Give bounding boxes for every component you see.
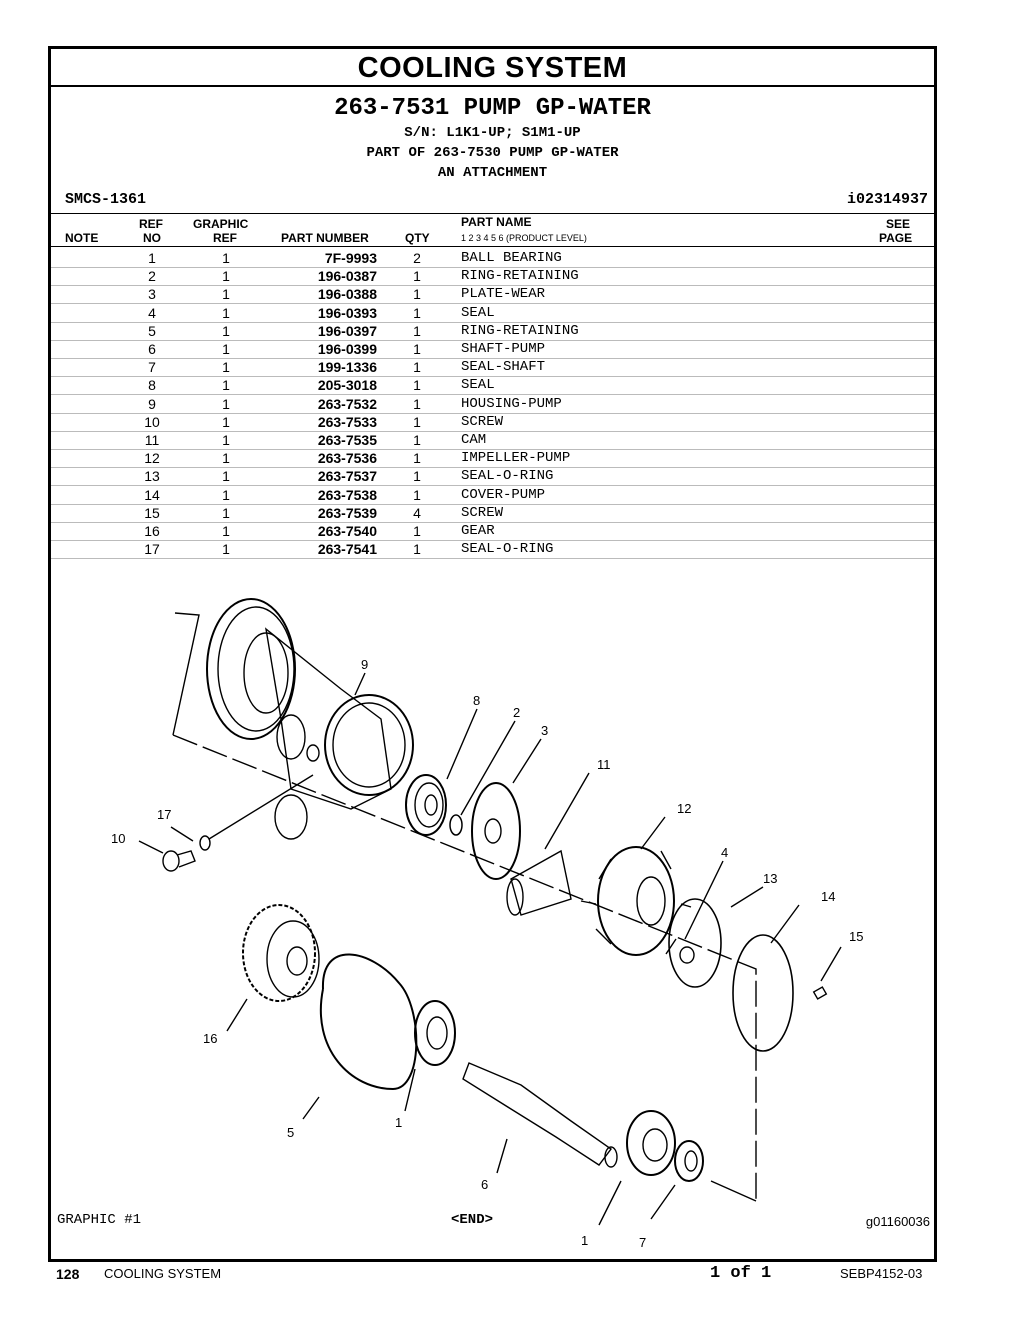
col-qty: QTY <box>405 231 430 245</box>
group-title: 263-7531 PUMP GP-WATER <box>334 95 651 122</box>
cell-graphic: 1 <box>222 486 230 503</box>
part-of-line: PART OF 263-7530 PUMP GP-WATER <box>366 145 619 161</box>
graphic-id: g01160036 <box>865 1214 930 1229</box>
cell-ref: 15 <box>144 504 160 521</box>
callout-number: 5 <box>287 1125 295 1140</box>
product-levels: 1 2 3 4 5 6 (PRODUCT LEVEL) <box>461 233 587 243</box>
cell-qty: 1 <box>413 541 421 558</box>
table-header-divider <box>51 246 934 247</box>
cell-pn: 196-0393 <box>317 304 377 321</box>
cell-ref: 6 <box>148 341 156 357</box>
footer-section: COOLING SYSTEM <box>104 1266 222 1281</box>
cell-name: IMPELLER-PUMP <box>461 450 571 467</box>
cell-name: PLATE-WEAR <box>461 286 546 303</box>
callout-number: 3 <box>541 723 549 738</box>
cell-graphic: 1 <box>222 322 230 339</box>
cell-pn: 7F-9993 <box>324 250 377 266</box>
page-number: 128 <box>56 1266 80 1282</box>
cell-pn: 263-7533 <box>317 413 377 430</box>
cell-graphic: 1 <box>222 395 230 412</box>
cell-graphic: 1 <box>222 250 230 266</box>
cell-pn: 199-1336 <box>317 359 377 376</box>
seal-4-bore <box>680 947 694 963</box>
cell-graphic: 1 <box>222 359 230 376</box>
cell-pn: 196-0397 <box>317 322 377 339</box>
table-row <box>51 486 934 505</box>
callout-number: 13 <box>763 871 778 886</box>
cell-graphic: 1 <box>222 413 230 430</box>
table-row <box>51 249 934 268</box>
cell-qty: 1 <box>413 268 421 285</box>
cell-ref: 10 <box>144 413 160 430</box>
impeller-graphic <box>581 847 691 955</box>
callout-number: 9 <box>361 657 369 672</box>
retaining-ring-2-graphic <box>450 815 462 835</box>
graphic-end-marker: <END> <box>451 1212 494 1228</box>
cell-pn: 263-7537 <box>317 468 377 485</box>
cell-graphic: 1 <box>222 304 230 321</box>
cell-graphic: 1 <box>222 268 230 285</box>
callout-number: 6 <box>481 1177 489 1192</box>
cell-qty: 1 <box>413 322 421 339</box>
cell-qty: 1 <box>413 395 421 412</box>
cell-qty: 1 <box>413 523 421 539</box>
col-see-top: SEE <box>886 217 911 231</box>
cell-ref: 14 <box>144 486 160 503</box>
table-row <box>51 358 934 377</box>
callout-number: 4 <box>721 845 729 860</box>
col-ref-top: REF <box>139 217 163 231</box>
cell-name: SHAFT-PUMP <box>461 341 546 357</box>
cell-ref: 5 <box>148 322 156 339</box>
cell-graphic: 1 <box>222 504 230 521</box>
cell-name: BALL BEARING <box>461 250 562 266</box>
leader-17-line <box>209 775 313 839</box>
cell-qty: 4 <box>413 504 421 521</box>
cell-qty: 1 <box>413 450 421 467</box>
cell-graphic: 1 <box>222 541 230 558</box>
cell-pn: 263-7535 <box>317 432 377 448</box>
o-ring-17-graphic <box>200 836 210 850</box>
cell-ref: 16 <box>144 523 160 539</box>
callout-number: 10 <box>111 831 126 846</box>
cell-ref: 13 <box>144 468 160 485</box>
cell-name: GEAR <box>461 523 495 539</box>
cell-ref: 17 <box>144 541 160 558</box>
seal-graphic <box>406 775 446 835</box>
serial-range: S/N: L1K1-UP; S1M1-UP <box>404 125 581 141</box>
cell-pn: 196-0399 <box>317 341 377 357</box>
table-row <box>51 376 934 395</box>
cell-graphic: 1 <box>222 450 230 467</box>
col-part-number: PART NUMBER <box>281 231 369 245</box>
boundary-top-left <box>173 613 199 735</box>
cell-ref: 1 <box>148 250 156 266</box>
cell-qty: 1 <box>413 286 421 303</box>
callout-number: 1 <box>395 1115 403 1130</box>
cell-qty: 1 <box>413 304 421 321</box>
cell-qty: 1 <box>413 359 421 376</box>
cell-qty: 1 <box>413 432 421 448</box>
housing-pump-graphic <box>207 599 413 839</box>
boundary-dashed <box>173 735 756 1201</box>
cell-pn: 205-3018 <box>317 377 377 394</box>
callout-number: 17 <box>157 807 172 822</box>
callout-number: 8 <box>473 693 481 708</box>
cell-pn: 263-7540 <box>317 523 377 539</box>
cell-name: CAM <box>461 432 487 448</box>
table-row <box>51 467 934 486</box>
cell-name: SCREW <box>461 504 504 521</box>
callout-number: 14 <box>821 889 836 904</box>
cell-ref: 9 <box>148 395 156 412</box>
retaining-ring-5-graphic <box>321 954 416 1089</box>
bearing-1-graphic <box>415 1001 455 1065</box>
cell-ref: 2 <box>148 268 156 285</box>
cell-pn: 263-7541 <box>317 541 377 558</box>
page-of: 1 of 1 <box>710 1264 772 1283</box>
table-row <box>51 322 934 341</box>
bearing-1-lower-graphic <box>627 1111 675 1175</box>
shaft-graphic <box>463 1063 617 1167</box>
cell-graphic: 1 <box>222 286 230 303</box>
callout-labels <box>111 657 863 1250</box>
callout-number: 2 <box>513 705 521 720</box>
cell-pn: 196-0387 <box>317 268 377 285</box>
callout-number: 1 <box>581 1233 589 1248</box>
cell-qty: 1 <box>413 341 421 357</box>
cell-pn: 263-7539 <box>317 504 377 521</box>
cell-pn: 263-7532 <box>317 395 377 412</box>
illustration-id: i02314937 <box>846 191 928 208</box>
section-title: COOLING SYSTEM <box>51 49 934 87</box>
smcs-code: SMCS-1361 <box>65 191 147 208</box>
cell-ref: 11 <box>144 432 160 448</box>
cell-graphic: 1 <box>222 468 230 485</box>
cell-ref: 4 <box>148 304 156 321</box>
cover-pump-graphic <box>733 935 793 1051</box>
cell-pn: 263-7538 <box>317 486 377 503</box>
callout-number: 11 <box>597 757 611 772</box>
gear-graphic <box>243 905 319 1001</box>
cell-ref: 12 <box>144 450 160 467</box>
table-row <box>51 340 934 359</box>
cam-graphic <box>507 851 571 915</box>
callout-number: 12 <box>677 801 692 816</box>
cell-name: RING-RETAINING <box>461 268 579 285</box>
seal-4-graphic <box>669 899 721 987</box>
callout-number: 7 <box>639 1235 647 1250</box>
cell-name: RING-RETAINING <box>461 322 579 339</box>
cell-qty: 1 <box>413 377 421 394</box>
wear-plate-graphic <box>472 783 520 879</box>
cell-qty: 1 <box>413 486 421 503</box>
table-row <box>51 431 934 450</box>
cell-graphic: 1 <box>222 377 230 394</box>
cell-name: COVER-PUMP <box>461 486 546 503</box>
col-see-bottom: PAGE <box>879 231 913 245</box>
table-row <box>51 413 934 432</box>
page-frame <box>48 46 937 1262</box>
cell-qty: 2 <box>413 250 421 266</box>
screw-10-graphic <box>163 851 195 871</box>
col-graphic-top: GRAPHIC <box>193 217 249 231</box>
table-row <box>51 285 934 304</box>
cell-graphic: 1 <box>222 341 230 357</box>
cell-ref: 8 <box>148 377 156 394</box>
cell-name: SEAL <box>461 377 495 394</box>
screw-15-graphic <box>814 987 827 999</box>
cell-name: SEAL-O-RING <box>461 541 554 558</box>
doc-number: SEBP4152-03 <box>840 1266 923 1281</box>
col-part-name: PART NAME <box>461 215 532 229</box>
cell-pn: 196-0388 <box>317 286 377 303</box>
cell-qty: 1 <box>413 413 421 430</box>
cell-name: SEAL-SHAFT <box>461 359 546 376</box>
col-graphic-bottom: REF <box>213 231 237 245</box>
table-row <box>51 504 934 523</box>
cell-name: HOUSING-PUMP <box>461 395 562 412</box>
cell-graphic: 1 <box>222 432 230 448</box>
cell-name: SEAL-O-RING <box>461 468 554 485</box>
col-ref-bottom: NO <box>143 231 161 245</box>
cell-graphic: 1 <box>222 523 230 539</box>
cell-ref: 7 <box>148 359 156 376</box>
graphic-label: GRAPHIC #1 <box>57 1212 142 1228</box>
cell-qty: 1 <box>413 468 421 485</box>
cell-pn: 263-7536 <box>317 450 377 467</box>
cell-name: SEAL <box>461 304 495 321</box>
cell-ref: 3 <box>148 286 156 303</box>
callout-number: 15 <box>849 929 864 944</box>
table-row <box>51 522 934 541</box>
col-note: NOTE <box>65 231 99 245</box>
seal-shaft-graphic <box>675 1141 703 1181</box>
table-row <box>51 395 934 414</box>
boundary-bottom <box>711 1181 756 1201</box>
callout-number: 16 <box>203 1031 218 1046</box>
header-divider <box>51 213 934 214</box>
table-row <box>51 540 934 559</box>
attachment-line: AN ATTACHMENT <box>437 165 548 181</box>
table-row <box>51 449 934 468</box>
table-row <box>51 267 934 286</box>
table-row <box>51 304 934 323</box>
cell-name: SCREW <box>461 413 504 430</box>
